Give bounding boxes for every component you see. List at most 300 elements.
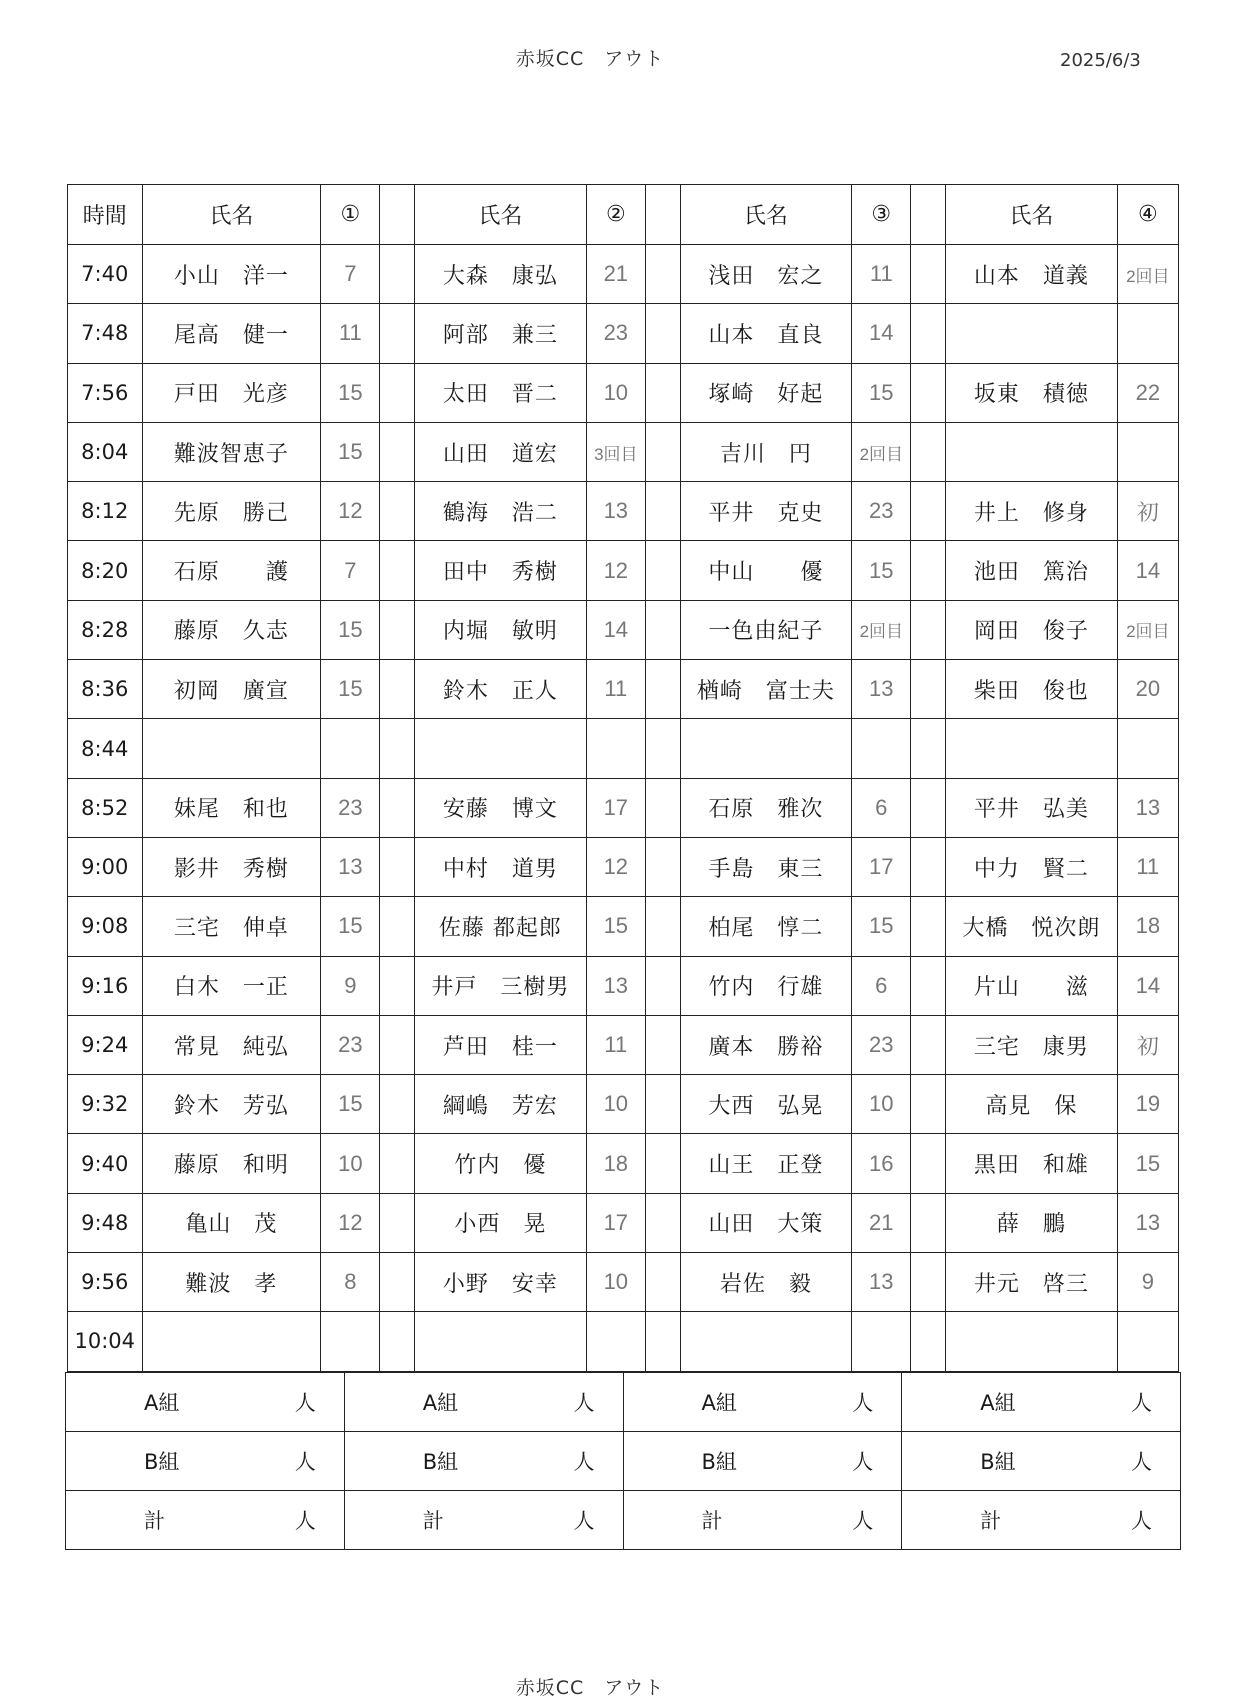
player-name: 佐藤 都起郎: [415, 897, 587, 956]
player-name: 影井 秀樹: [142, 837, 321, 896]
player-handicap: 12: [321, 1193, 380, 1252]
column-spacer: [645, 719, 680, 778]
player-name: 岩佐 毅: [680, 1253, 852, 1312]
column-spacer: [380, 897, 415, 956]
player-handicap: 13: [586, 482, 645, 541]
column-spacer: [911, 304, 946, 363]
header-spacer: [645, 185, 680, 245]
player-name: 柏尾 惇二: [680, 897, 852, 956]
player-name: 小山 洋一: [142, 245, 321, 304]
column-spacer: [645, 422, 680, 481]
player-name: 一色由紀子: [680, 600, 852, 659]
player-handicap: 2回目: [1117, 600, 1178, 659]
totals-a-group-cell: [66, 1373, 345, 1432]
totals-label: 計: [980, 1509, 1002, 1533]
tee-time: 8:36: [68, 660, 143, 719]
totals-a-group-cell: [623, 1373, 902, 1432]
player-name: 山田 大策: [680, 1193, 852, 1252]
player-name: [680, 1312, 852, 1371]
player-name: [946, 1312, 1118, 1371]
table-row: [68, 541, 1179, 600]
table-row: [68, 897, 1179, 956]
player-name: 鈴木 正人: [415, 660, 587, 719]
totals-sum-row: [66, 1491, 1181, 1550]
header-group-1: ①: [321, 185, 380, 245]
player-handicap: 10: [852, 1075, 911, 1134]
player-name: [946, 304, 1118, 363]
player-handicap: 23: [852, 1015, 911, 1074]
totals-unit: 人: [852, 1391, 874, 1415]
player-name: 山本 道義: [946, 245, 1118, 304]
player-handicap: [1117, 422, 1178, 481]
player-name: [142, 719, 321, 778]
player-handicap: [321, 1312, 380, 1371]
player-name: 白木 一正: [142, 956, 321, 1015]
player-handicap: [852, 719, 911, 778]
player-name: 太田 晋二: [415, 363, 587, 422]
player-handicap: [586, 719, 645, 778]
table-row: [68, 245, 1179, 304]
totals-label: 計: [701, 1509, 723, 1533]
player-name: 楢崎 富士夫: [680, 660, 852, 719]
tee-time: 8:20: [68, 541, 143, 600]
player-handicap: 2回目: [852, 600, 911, 659]
tee-time: 8:04: [68, 422, 143, 481]
table-row: [68, 660, 1179, 719]
player-handicap: 16: [852, 1134, 911, 1193]
column-spacer: [645, 245, 680, 304]
column-spacer: [645, 897, 680, 956]
tee-time: 8:52: [68, 778, 143, 837]
totals-a-group-row: [66, 1373, 1181, 1432]
player-handicap: 10: [321, 1134, 380, 1193]
player-handicap: 13: [321, 837, 380, 896]
column-spacer: [645, 1312, 680, 1371]
player-handicap: 13: [1117, 1193, 1178, 1252]
player-name: 井元 啓三: [946, 1253, 1118, 1312]
player-handicap: [1117, 1312, 1178, 1371]
player-handicap: 13: [586, 956, 645, 1015]
tee-time: 9:40: [68, 1134, 143, 1193]
column-spacer: [380, 600, 415, 659]
player-handicap: 13: [852, 1253, 911, 1312]
player-handicap: 13: [1117, 778, 1178, 837]
table-row: [68, 1075, 1179, 1134]
totals-b-group-cell: [344, 1432, 623, 1491]
column-spacer: [380, 660, 415, 719]
table-header-row: [68, 185, 1179, 245]
player-name: 岡田 俊子: [946, 600, 1118, 659]
player-name: 安藤 博文: [415, 778, 587, 837]
tee-time: 7:48: [68, 304, 143, 363]
column-spacer: [645, 1015, 680, 1074]
totals-table: [65, 1372, 1181, 1550]
tee-time: 9:56: [68, 1253, 143, 1312]
tee-time: 9:08: [68, 897, 143, 956]
totals-a-group-cell: [344, 1373, 623, 1432]
player-name: 内堀 敏明: [415, 600, 587, 659]
table-row: [68, 600, 1179, 659]
player-handicap: 14: [1117, 956, 1178, 1015]
column-spacer: [380, 837, 415, 896]
player-handicap: 2回目: [1117, 245, 1178, 304]
player-handicap: 12: [586, 837, 645, 896]
player-handicap: [1117, 304, 1178, 363]
player-name: 片山 滋: [946, 956, 1118, 1015]
player-handicap: 17: [586, 1193, 645, 1252]
page-date: 2025/6/3: [1060, 50, 1141, 71]
totals-a-group-cell: [902, 1373, 1181, 1432]
tee-time: 10:04: [68, 1312, 143, 1371]
column-spacer: [911, 1253, 946, 1312]
player-name: 山王 正登: [680, 1134, 852, 1193]
player-handicap: 14: [586, 600, 645, 659]
player-name: 常見 純弘: [142, 1015, 321, 1074]
player-name: 大森 康弘: [415, 245, 587, 304]
header-group-4: ④: [1117, 185, 1178, 245]
player-name: 難波 孝: [142, 1253, 321, 1312]
table-row: [68, 1312, 1179, 1371]
player-name: 中村 道男: [415, 837, 587, 896]
player-name: 浅田 宏之: [680, 245, 852, 304]
column-spacer: [645, 660, 680, 719]
header-group-2: ②: [586, 185, 645, 245]
player-handicap: 15: [321, 363, 380, 422]
player-name: 芦田 桂一: [415, 1015, 587, 1074]
player-handicap: 17: [586, 778, 645, 837]
totals-unit: 人: [573, 1391, 595, 1415]
player-name: [415, 719, 587, 778]
column-spacer: [645, 482, 680, 541]
player-handicap: 15: [321, 897, 380, 956]
player-name: 大西 弘晃: [680, 1075, 852, 1134]
column-spacer: [380, 956, 415, 1015]
column-spacer: [911, 1075, 946, 1134]
player-name: 小西 晃: [415, 1193, 587, 1252]
player-name: [415, 1312, 587, 1371]
totals-unit: 人: [852, 1509, 874, 1533]
table-row: [68, 422, 1179, 481]
player-name: 黒田 和雄: [946, 1134, 1118, 1193]
tee-time: 9:24: [68, 1015, 143, 1074]
player-handicap: 7: [321, 541, 380, 600]
player-name: 綱嶋 芳宏: [415, 1075, 587, 1134]
totals-sum-cell: [623, 1491, 902, 1550]
column-spacer: [911, 1015, 946, 1074]
totals-label: 計: [144, 1509, 165, 1533]
player-name: 廣本 勝裕: [680, 1015, 852, 1074]
player-handicap: 18: [586, 1134, 645, 1193]
player-handicap: 15: [321, 1075, 380, 1134]
player-handicap: 11: [1117, 837, 1178, 896]
column-spacer: [380, 245, 415, 304]
column-spacer: [380, 541, 415, 600]
player-name: 吉川 円: [680, 422, 852, 481]
player-name: 鈴木 芳弘: [142, 1075, 321, 1134]
player-handicap: 3回目: [586, 422, 645, 481]
header-group-3: ③: [852, 185, 911, 245]
player-name: 井上 修身: [946, 482, 1118, 541]
table-row: [68, 1193, 1179, 1252]
column-spacer: [911, 482, 946, 541]
tee-time: 7:40: [68, 245, 143, 304]
player-name: 尾高 健一: [142, 304, 321, 363]
player-name: 三宅 伸卓: [142, 897, 321, 956]
player-name: 田中 秀樹: [415, 541, 587, 600]
totals-label: B組: [422, 1450, 459, 1474]
player-name: 鶴海 浩二: [415, 482, 587, 541]
player-name: 平井 克史: [680, 482, 852, 541]
player-handicap: [1117, 719, 1178, 778]
player-name: 戸田 光彦: [142, 363, 321, 422]
player-handicap: 23: [586, 304, 645, 363]
totals-unit: 人: [1131, 1509, 1152, 1533]
tee-time: 9:00: [68, 837, 143, 896]
table-row: [68, 719, 1179, 778]
player-name: 山田 道宏: [415, 422, 587, 481]
player-handicap: 12: [586, 541, 645, 600]
player-handicap: 2回目: [852, 422, 911, 481]
player-handicap: 19: [1117, 1075, 1178, 1134]
player-name: 難波智恵子: [142, 422, 321, 481]
header-time: 時間: [68, 185, 143, 245]
totals-unit: 人: [573, 1450, 595, 1474]
totals-label: A組: [701, 1391, 737, 1415]
player-handicap: 15: [586, 897, 645, 956]
player-name: 塚崎 好起: [680, 363, 852, 422]
player-handicap: 23: [321, 1015, 380, 1074]
column-spacer: [911, 541, 946, 600]
column-spacer: [380, 304, 415, 363]
column-spacer: [380, 363, 415, 422]
player-handicap: 10: [586, 363, 645, 422]
player-handicap: 15: [321, 422, 380, 481]
totals-sum-cell: [344, 1491, 623, 1550]
player-handicap: 11: [852, 245, 911, 304]
column-spacer: [645, 837, 680, 896]
column-spacer: [911, 363, 946, 422]
totals-b-group-row: [66, 1432, 1181, 1491]
column-spacer: [911, 1193, 946, 1252]
table-row: [68, 1134, 1179, 1193]
column-spacer: [380, 1075, 415, 1134]
totals-unit: 人: [1131, 1450, 1152, 1474]
table-row: [68, 778, 1179, 837]
player-handicap: 15: [852, 541, 911, 600]
totals-unit: 人: [294, 1391, 316, 1415]
player-name: 石原 雅次: [680, 778, 852, 837]
player-handicap: 6: [852, 956, 911, 1015]
player-handicap: 11: [586, 660, 645, 719]
column-spacer: [911, 245, 946, 304]
column-spacer: [645, 956, 680, 1015]
player-handicap: 20: [1117, 660, 1178, 719]
player-handicap: 21: [586, 245, 645, 304]
player-handicap: 9: [321, 956, 380, 1015]
tee-time: 9:32: [68, 1075, 143, 1134]
column-spacer: [645, 304, 680, 363]
player-name: [946, 422, 1118, 481]
player-name: [142, 1312, 321, 1371]
player-handicap: 7: [321, 245, 380, 304]
header-name-1: 氏名: [142, 185, 321, 245]
player-name: 山本 直良: [680, 304, 852, 363]
player-handicap: 15: [321, 660, 380, 719]
player-name: 坂東 積徳: [946, 363, 1118, 422]
player-name: 初岡 廣宣: [142, 660, 321, 719]
player-handicap: 14: [1117, 541, 1178, 600]
totals-sum-cell: [902, 1491, 1181, 1550]
column-spacer: [911, 719, 946, 778]
player-handicap: 10: [586, 1075, 645, 1134]
table-row: [68, 304, 1179, 363]
column-spacer: [645, 1134, 680, 1193]
totals-unit: 人: [1131, 1391, 1152, 1415]
player-handicap: [852, 1312, 911, 1371]
totals-label: B組: [701, 1450, 737, 1474]
totals-label: A組: [980, 1391, 1016, 1415]
player-handicap: 14: [852, 304, 911, 363]
player-handicap: 22: [1117, 363, 1178, 422]
header-name-2: 氏名: [415, 185, 587, 245]
column-spacer: [645, 1193, 680, 1252]
player-name: 阿部 兼三: [415, 304, 587, 363]
column-spacer: [911, 600, 946, 659]
page-title: 赤坂CC アウト: [515, 48, 665, 70]
player-handicap: 初: [1117, 482, 1178, 541]
column-spacer: [911, 660, 946, 719]
player-name: 平井 弘美: [946, 778, 1118, 837]
player-handicap: 23: [852, 482, 911, 541]
table-row: [68, 1253, 1179, 1312]
column-spacer: [380, 422, 415, 481]
totals-unit: 人: [294, 1509, 316, 1533]
column-spacer: [645, 541, 680, 600]
footer-title: 赤坂CC アウト: [515, 1677, 665, 1699]
player-handicap: 8: [321, 1253, 380, 1312]
tee-time: 7:56: [68, 363, 143, 422]
column-spacer: [911, 897, 946, 956]
column-spacer: [380, 1312, 415, 1371]
table-row: [68, 482, 1179, 541]
column-spacer: [380, 1015, 415, 1074]
column-spacer: [911, 1134, 946, 1193]
column-spacer: [380, 778, 415, 837]
player-handicap: 9: [1117, 1253, 1178, 1312]
totals-unit: 人: [573, 1509, 595, 1533]
player-name: 柴田 俊也: [946, 660, 1118, 719]
player-name: 妹尾 和也: [142, 778, 321, 837]
player-name: 高見 保: [946, 1075, 1118, 1134]
totals-unit: 人: [852, 1450, 874, 1474]
column-spacer: [645, 600, 680, 659]
totals-b-group-cell: [623, 1432, 902, 1491]
column-spacer: [911, 778, 946, 837]
table-row: [68, 837, 1179, 896]
player-name: 藤原 和明: [142, 1134, 321, 1193]
totals-label: B組: [980, 1450, 1016, 1474]
player-handicap: 6: [852, 778, 911, 837]
tee-time: 8:44: [68, 719, 143, 778]
column-spacer: [380, 1253, 415, 1312]
player-handicap: 18: [1117, 897, 1178, 956]
player-name: 池田 篤治: [946, 541, 1118, 600]
player-handicap: [321, 719, 380, 778]
player-name: 竹内 行雄: [680, 956, 852, 1015]
player-handicap: 10: [586, 1253, 645, 1312]
player-name: 三宅 康男: [946, 1015, 1118, 1074]
table-row: [68, 956, 1179, 1015]
column-spacer: [380, 1193, 415, 1252]
player-handicap: 11: [321, 304, 380, 363]
header-name-4: 氏名: [946, 185, 1118, 245]
player-name: 藤原 久志: [142, 600, 321, 659]
totals-label: A組: [422, 1391, 459, 1415]
player-name: 手島 東三: [680, 837, 852, 896]
tee-time: 8:12: [68, 482, 143, 541]
column-spacer: [911, 1312, 946, 1371]
player-handicap: 11: [586, 1015, 645, 1074]
column-spacer: [645, 778, 680, 837]
column-spacer: [645, 1075, 680, 1134]
player-name: 井戸 三樹男: [415, 956, 587, 1015]
column-spacer: [380, 482, 415, 541]
column-spacer: [380, 1134, 415, 1193]
player-handicap: 初: [1117, 1015, 1178, 1074]
table-row: [68, 1015, 1179, 1074]
player-handicap: 17: [852, 837, 911, 896]
column-spacer: [645, 1253, 680, 1312]
header-spacer: [380, 185, 415, 245]
player-handicap: 15: [1117, 1134, 1178, 1193]
totals-unit: 人: [294, 1450, 316, 1474]
column-spacer: [911, 422, 946, 481]
player-name: 小野 安幸: [415, 1253, 587, 1312]
header-name-3: 氏名: [680, 185, 852, 245]
player-handicap: [586, 1312, 645, 1371]
player-handicap: 21: [852, 1193, 911, 1252]
player-name: 中力 賢二: [946, 837, 1118, 896]
header-spacer: [911, 185, 946, 245]
player-name: 先原 勝己: [142, 482, 321, 541]
table-row: [68, 363, 1179, 422]
totals-b-group-cell: [66, 1432, 345, 1491]
column-spacer: [911, 837, 946, 896]
player-handicap: 15: [321, 600, 380, 659]
player-name: 竹内 優: [415, 1134, 587, 1193]
player-name: [946, 719, 1118, 778]
player-handicap: 15: [852, 897, 911, 956]
column-spacer: [380, 719, 415, 778]
column-spacer: [645, 363, 680, 422]
player-handicap: 13: [852, 660, 911, 719]
player-handicap: 23: [321, 778, 380, 837]
tee-time: 9:48: [68, 1193, 143, 1252]
player-name: 石原 護: [142, 541, 321, 600]
player-name: 中山 優: [680, 541, 852, 600]
column-spacer: [911, 956, 946, 1015]
player-handicap: 15: [852, 363, 911, 422]
player-name: 薛 鵬: [946, 1193, 1118, 1252]
totals-label: A組: [144, 1391, 180, 1415]
player-name: 大橋 悦次朗: [946, 897, 1118, 956]
player-name: [680, 719, 852, 778]
tee-time: 9:16: [68, 956, 143, 1015]
totals-sum-cell: [66, 1491, 345, 1550]
player-handicap: 12: [321, 482, 380, 541]
totals-label: B組: [144, 1450, 180, 1474]
totals-b-group-cell: [902, 1432, 1181, 1491]
